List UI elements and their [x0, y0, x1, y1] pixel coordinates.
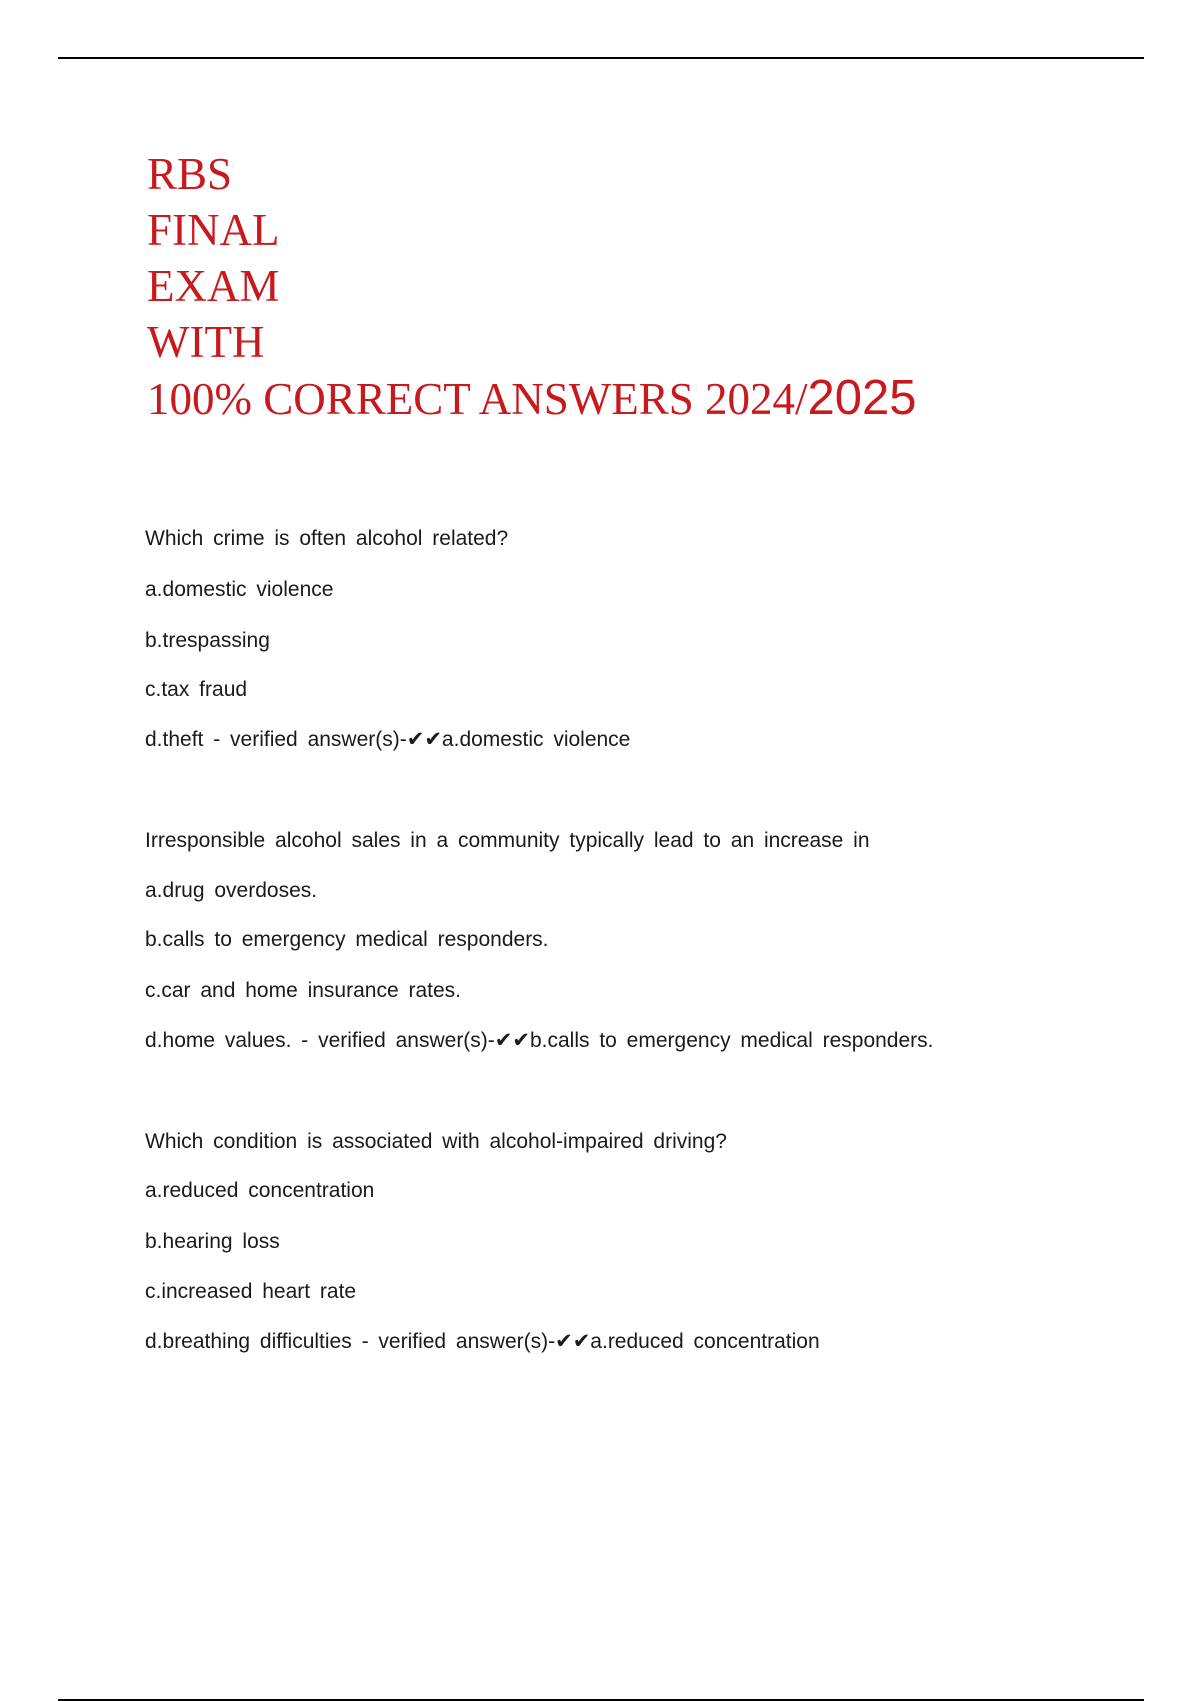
title-year-tail: 2025: [807, 371, 917, 425]
question-text: Irresponsible alcohol sales in a community typically lead to an increase in: [145, 829, 870, 852]
answer-option-with-verified-answer: d.home values. - verified answer(s)-✔✔b.calls to emergency medical responders.: [145, 1029, 934, 1052]
title-line-last: [147, 370, 917, 427]
answer-option: c.increased heart rate: [145, 1280, 357, 1303]
title-line: FINAL: [147, 205, 280, 255]
title-line: WITH: [147, 317, 265, 367]
title-line-text: 100% CORRECT ANSWERS 2024/: [147, 374, 808, 424]
answer-option: b.trespassing: [145, 629, 270, 652]
title-line: EXAM: [147, 261, 280, 311]
answer-option-with-verified-answer: d.breathing difficulties - verified answer(s)-✔✔a.reduced concentration: [145, 1330, 820, 1353]
answer-option: b.calls to emergency medical responders.: [145, 928, 549, 951]
question-text: Which condition is associated with alcohol-impaired driving?: [145, 1130, 727, 1153]
answer-option: c.tax fraud: [145, 678, 248, 701]
top-rule: [58, 57, 1144, 59]
answer-option: a.reduced concentration: [145, 1179, 375, 1202]
answer-option: c.car and home insurance rates.: [145, 979, 461, 1002]
answer-option-with-verified-answer: d.theft - verified answer(s)-✔✔a.domestic violence: [145, 728, 631, 751]
question-text: Which crime is often alcohol related?: [145, 527, 509, 550]
answer-option: b.hearing loss: [145, 1230, 280, 1253]
answer-option: a.drug overdoses.: [145, 879, 318, 902]
document-title: [147, 146, 917, 427]
answer-option: a.domestic violence: [145, 578, 334, 601]
title-line: RBS: [147, 149, 233, 199]
